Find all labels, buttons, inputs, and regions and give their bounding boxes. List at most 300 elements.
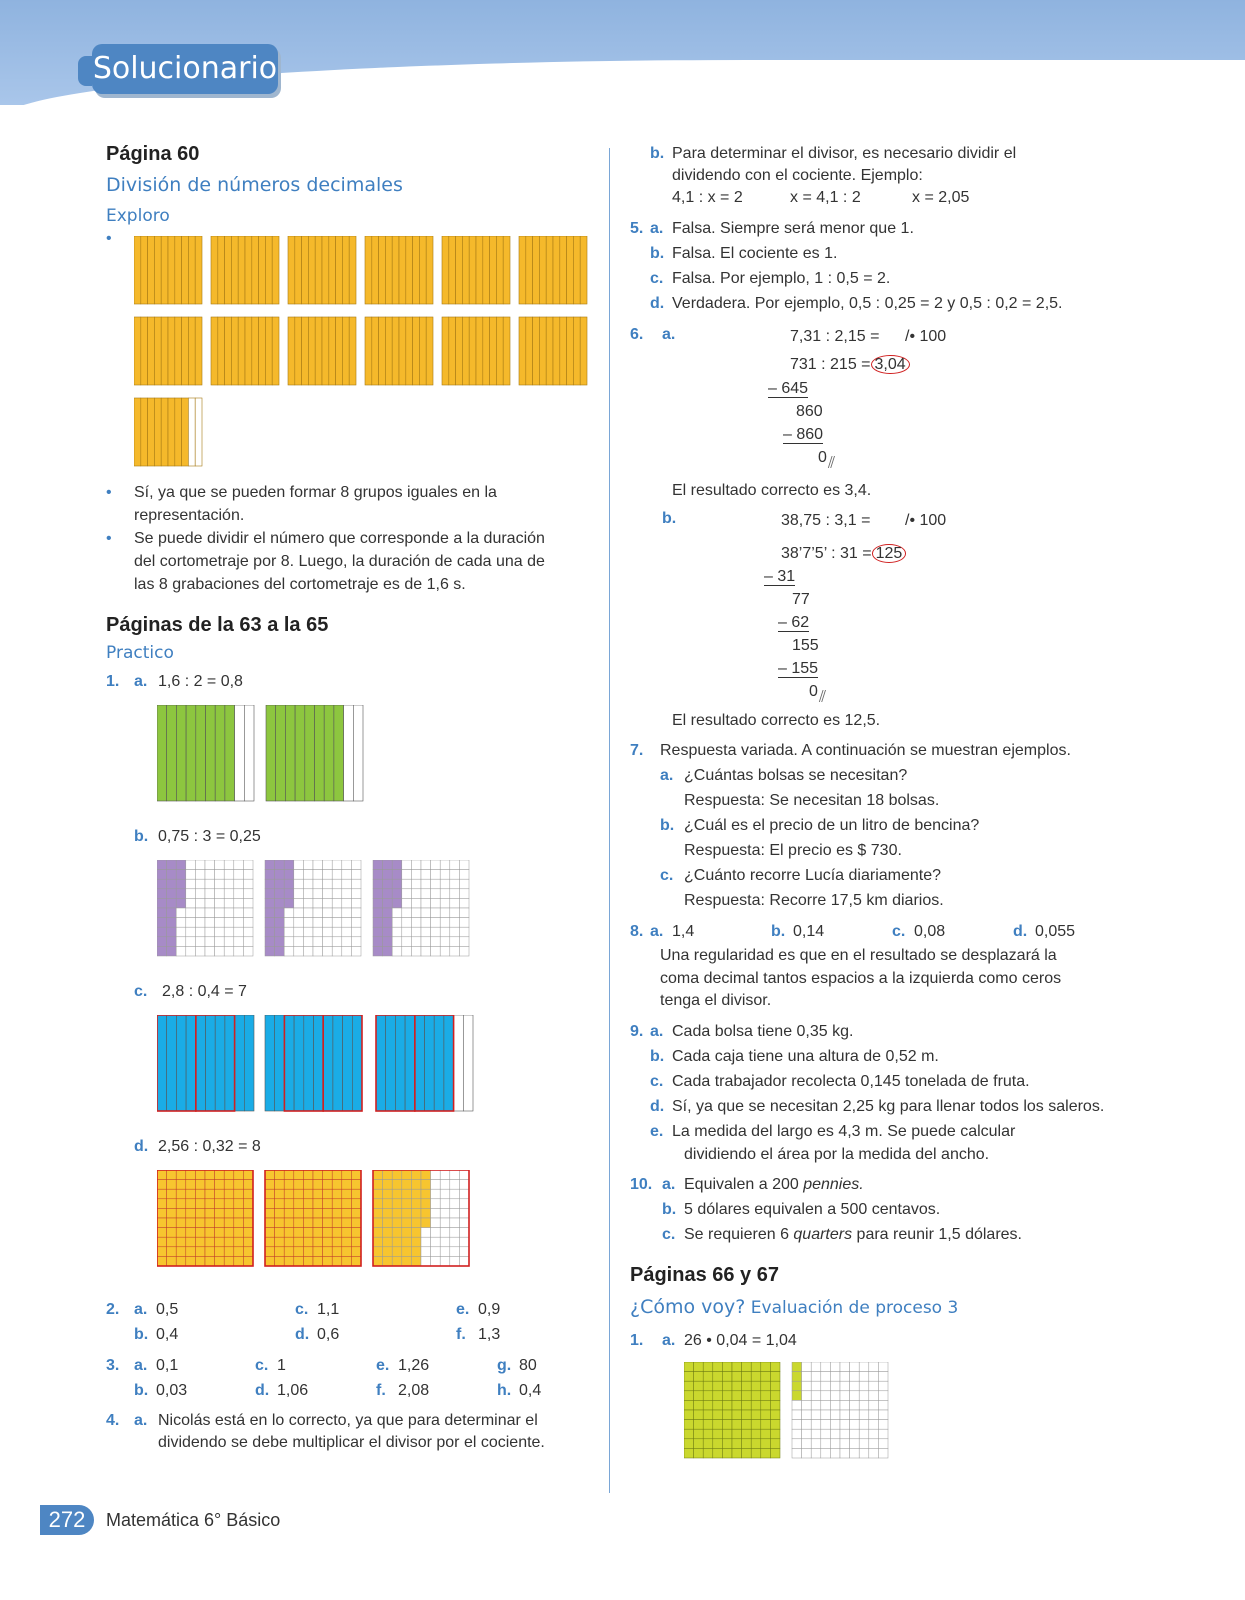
hundredth-cell xyxy=(373,860,383,870)
hundredth-cell xyxy=(373,927,383,937)
hundredth-cell xyxy=(313,908,323,918)
hundredth-cell xyxy=(770,1400,780,1410)
hundredth-cell xyxy=(195,918,205,928)
hundredth-cell xyxy=(215,908,225,918)
hundredth-cell xyxy=(840,1391,850,1401)
hundredth-cell xyxy=(275,889,285,899)
hundredth-cell xyxy=(303,860,313,870)
hundredth-cell xyxy=(802,1448,812,1458)
q-letter: a. xyxy=(134,1301,148,1318)
hundredth-cell xyxy=(332,946,342,956)
hundredth-cell xyxy=(792,1439,802,1449)
hundredth-cell xyxy=(303,1256,313,1266)
hundredth-cell xyxy=(411,898,421,908)
tenth-strip xyxy=(342,236,349,304)
hundredth-cell xyxy=(157,1247,167,1257)
hundredth-cell xyxy=(224,1208,234,1218)
hundredth-cell xyxy=(878,1420,888,1430)
tenth-strip xyxy=(176,705,186,801)
q-number: 8. xyxy=(630,923,644,940)
hundredth-cell xyxy=(450,879,460,889)
hundredth-cell xyxy=(195,1189,205,1199)
hundredth-cell xyxy=(342,860,352,870)
tenth-strip xyxy=(449,236,456,304)
hundredth-cell xyxy=(323,870,333,880)
explore-answer-line: del cortometraje por 8. Luego, la duración de cada una de xyxy=(134,553,545,570)
tenth-strip xyxy=(352,1015,362,1111)
hundredth-cell xyxy=(802,1439,812,1449)
hundredth-cell xyxy=(869,1420,879,1430)
hundredth-cell xyxy=(770,1372,780,1382)
hundredth-cell xyxy=(215,879,225,889)
hundredth-cell xyxy=(294,1256,304,1266)
hundredth-cell xyxy=(275,1199,285,1209)
hundredth-cell xyxy=(234,1199,244,1209)
q2-answer: 0,9 xyxy=(478,1301,501,1318)
hundredth-cell xyxy=(373,918,383,928)
tenth-strip xyxy=(148,236,155,304)
tenth-strip xyxy=(329,317,336,385)
hundredth-cell xyxy=(440,1247,450,1257)
hundredth-cell xyxy=(411,1218,421,1228)
hundredth-cell xyxy=(440,889,450,899)
hundredth-cell xyxy=(313,1208,323,1218)
tenth-strip xyxy=(211,317,218,385)
hundredth-cell xyxy=(215,946,225,956)
hundredth-cell xyxy=(722,1429,732,1439)
q-number: 3. xyxy=(106,1357,120,1374)
hundredth-cell xyxy=(176,1218,186,1228)
hundredth-cell xyxy=(234,918,244,928)
hundredth-cell xyxy=(234,937,244,947)
tenth-strip xyxy=(215,705,225,801)
hundredth-cell xyxy=(284,1170,294,1180)
q-letter: f. xyxy=(456,1326,466,1343)
q-letter: c. xyxy=(134,983,148,1000)
hundredth-cell xyxy=(459,1189,469,1199)
q8-line: tenga el divisor. xyxy=(660,992,772,1009)
hundredth-cell xyxy=(713,1400,723,1410)
hundredth-cell xyxy=(751,1362,761,1372)
tenth-strip xyxy=(379,236,386,304)
hundredth-cell xyxy=(323,1170,333,1180)
hundredth-cell xyxy=(323,937,333,947)
hundredth-cell xyxy=(411,860,421,870)
hundredth-cell xyxy=(830,1448,840,1458)
hundredth-cell xyxy=(215,1189,225,1199)
hundredth-cell xyxy=(186,918,196,928)
hundredth-cell xyxy=(431,1170,441,1180)
hundredth-cell xyxy=(830,1391,840,1401)
tenth-strip xyxy=(188,317,195,385)
hundredth-cell xyxy=(421,918,431,928)
hundredth-cell xyxy=(459,1180,469,1190)
hundredth-cell xyxy=(323,908,333,918)
hundredth-cell xyxy=(713,1372,723,1382)
hundredth-cell xyxy=(383,1170,393,1180)
hundredth-cell xyxy=(205,1189,215,1199)
hundredth-cell xyxy=(323,927,333,937)
q9e-line: dividiendo el área por la medida del ancho. xyxy=(684,1146,990,1163)
hundredth-cell xyxy=(234,860,244,870)
hundredth-cell xyxy=(294,918,304,928)
hundredth-cell xyxy=(840,1410,850,1420)
hundredth-cell xyxy=(215,870,225,880)
hundredth-cell xyxy=(392,1170,402,1180)
q-number: 5. xyxy=(630,220,644,237)
tenth-strip xyxy=(490,317,497,385)
explore-answer-line: Sí, ya que se pueden formar 8 grupos iguales en la xyxy=(134,484,497,501)
tenth-strip xyxy=(314,1015,324,1111)
hundredth-cell xyxy=(332,1208,342,1218)
hundredth-cell xyxy=(421,879,431,889)
hundredth-cell xyxy=(342,898,352,908)
hundredth-cell xyxy=(176,1189,186,1199)
hundredth-cell xyxy=(224,1218,234,1228)
hundredth-cell xyxy=(742,1410,752,1420)
hundredth-cell xyxy=(402,918,412,928)
hundredth-cell xyxy=(265,927,275,937)
hundredth-cell xyxy=(402,1189,412,1199)
hundredth-cell xyxy=(850,1391,860,1401)
hundredth-cell xyxy=(450,1247,460,1257)
q2-answer: 0,5 xyxy=(156,1301,179,1318)
hundredth-cell xyxy=(431,870,441,880)
hundredth-cell xyxy=(294,879,304,889)
hundredth-cell xyxy=(195,879,205,889)
hundredth-cell xyxy=(243,927,253,937)
hundredth-cell xyxy=(792,1381,802,1391)
tenth-strip xyxy=(252,236,259,304)
hundredth-cell xyxy=(761,1448,771,1458)
tenth-strip xyxy=(344,705,354,801)
hundredth-cell xyxy=(157,860,167,870)
hundredth-cell xyxy=(792,1420,802,1430)
division-step: 0 xyxy=(809,683,818,700)
pages66-title: Páginas 66 y 67 xyxy=(630,1264,779,1286)
hundredth-cell xyxy=(205,1237,215,1247)
hundredth-cell xyxy=(869,1391,879,1401)
tenth-strip xyxy=(526,236,533,304)
hundredth-cell xyxy=(440,879,450,889)
hundredth-cell xyxy=(840,1400,850,1410)
hundredth-cell xyxy=(243,1237,253,1247)
hundredth-cell xyxy=(411,1170,421,1180)
hundredth-cell xyxy=(332,937,342,947)
tenth-strip xyxy=(580,317,587,385)
hundredth-cell xyxy=(284,1228,294,1238)
hundredth-cell xyxy=(713,1410,723,1420)
q-number: 4. xyxy=(106,1412,120,1429)
hundredth-cell xyxy=(373,1199,383,1209)
q3-answer: 1,06 xyxy=(277,1382,309,1399)
hundredth-cell xyxy=(195,1208,205,1218)
hundredth-cell xyxy=(303,1199,313,1209)
hundredth-cell xyxy=(234,870,244,880)
q-letter: a. xyxy=(650,1023,664,1040)
hundredth-cell xyxy=(383,870,393,880)
hundredth-cell xyxy=(450,908,460,918)
hundredth-cell xyxy=(313,1218,323,1228)
hundredth-cell xyxy=(243,1228,253,1238)
hundredth-cell xyxy=(186,889,196,899)
hundredth-cell xyxy=(770,1362,780,1372)
hundredth-cell xyxy=(411,1228,421,1238)
hundredth-cell xyxy=(167,1228,177,1238)
tenth-strip xyxy=(425,1015,435,1111)
tenth-strip xyxy=(175,398,182,466)
tenth-strip xyxy=(259,236,266,304)
hundredth-cell xyxy=(313,927,323,937)
hundredth-cell xyxy=(186,1199,196,1209)
hundredth-cell xyxy=(176,937,186,947)
hundredth-cell xyxy=(342,908,352,918)
hundredth-cell xyxy=(284,946,294,956)
hundredth-cell xyxy=(840,1362,850,1372)
hundredth-cell xyxy=(421,1208,431,1218)
hundredth-cell xyxy=(351,1256,361,1266)
hundredth-cell xyxy=(195,946,205,956)
hundredth-cell xyxy=(186,1170,196,1180)
tenth-strip xyxy=(141,398,148,466)
hundredth-cell xyxy=(859,1410,869,1420)
hundredth-cell xyxy=(157,908,167,918)
hundredth-cell xyxy=(770,1381,780,1391)
tenth-strip xyxy=(329,236,336,304)
hundredth-cell xyxy=(303,1189,313,1199)
hundredth-cell xyxy=(440,1228,450,1238)
hundredth-cell xyxy=(732,1391,742,1401)
hundredth-cell xyxy=(205,1180,215,1190)
hundredth-cell xyxy=(265,879,275,889)
q10c-text: Se requieren 6 quarters para reunir 1,5 dólares. xyxy=(684,1226,1022,1243)
hundredth-cell xyxy=(167,1237,177,1247)
hundredth-cell xyxy=(840,1381,850,1391)
hundredth-cell xyxy=(351,1189,361,1199)
hundredth-cell xyxy=(224,879,234,889)
hundredth-cell xyxy=(265,1228,275,1238)
page-number: 272 xyxy=(40,1505,94,1535)
hundredth-cell xyxy=(323,898,333,908)
hundredth-cell xyxy=(294,1247,304,1257)
hundredth-cell xyxy=(869,1410,879,1420)
tenth-strip xyxy=(392,317,399,385)
tenth-strip xyxy=(372,236,379,304)
hundredth-cell xyxy=(284,870,294,880)
q-letter: a. xyxy=(660,767,674,784)
hundredth-cell xyxy=(313,918,323,928)
hundredth-cell xyxy=(440,1237,450,1247)
hundredth-cell xyxy=(342,1256,352,1266)
q3-answer: 0,1 xyxy=(156,1357,179,1374)
q-letter: f. xyxy=(376,1382,386,1399)
hundredth-cell xyxy=(284,1247,294,1257)
tenth-strip xyxy=(503,236,510,304)
hundredth-cell xyxy=(411,870,421,880)
tenth-strip xyxy=(161,317,168,385)
tenth-strip xyxy=(353,705,363,801)
hundredth-cell xyxy=(411,918,421,928)
hundredth-cell xyxy=(332,898,342,908)
tenth-strip xyxy=(225,236,232,304)
hundredth-cell xyxy=(421,908,431,918)
hundredth-cell xyxy=(450,1256,460,1266)
tenth-strip xyxy=(419,236,426,304)
hundredth-cell xyxy=(811,1391,821,1401)
hundredth-cell xyxy=(722,1381,732,1391)
hundredth-cell xyxy=(373,1180,383,1190)
tenth-strip xyxy=(211,236,218,304)
q-letter: b. xyxy=(662,1201,677,1218)
hundredth-cell xyxy=(215,889,225,899)
tenth-strip xyxy=(567,236,574,304)
tenth-strip xyxy=(175,317,182,385)
hundredth-cell xyxy=(392,860,402,870)
hundredth-cell xyxy=(431,1189,441,1199)
hundredth-cell xyxy=(383,1208,393,1218)
hundredth-cell xyxy=(411,927,421,937)
tenth-strip xyxy=(426,317,433,385)
q-letter: b. xyxy=(650,1048,665,1065)
hundredth-cell xyxy=(732,1448,742,1458)
hundredth-cell xyxy=(265,1247,275,1257)
hundredth-cell xyxy=(431,927,441,937)
hundredth-cell xyxy=(392,1256,402,1266)
hundredth-cell xyxy=(313,1170,323,1180)
hundredth-cell xyxy=(215,1247,225,1257)
tenth-strip xyxy=(454,1015,464,1111)
hundredth-cell xyxy=(431,946,441,956)
hundredth-cell xyxy=(431,1256,441,1266)
hundredth-cell xyxy=(840,1420,850,1430)
hundredth-cell xyxy=(684,1391,694,1401)
hundredth-cell xyxy=(850,1372,860,1382)
hundredth-cell xyxy=(186,1208,196,1218)
hundredth-cell xyxy=(275,1256,285,1266)
hundredth-cell xyxy=(402,879,412,889)
hundredth-cell xyxy=(303,870,313,880)
hundredth-cell xyxy=(265,1189,275,1199)
hundredth-cell xyxy=(294,1218,304,1228)
hundredth-cell xyxy=(167,927,177,937)
hundredth-cell xyxy=(411,1189,421,1199)
tenth-strip xyxy=(496,317,503,385)
hundredth-cell xyxy=(859,1420,869,1430)
hundredth-cell xyxy=(157,1180,167,1190)
hundredth-cell xyxy=(332,1228,342,1238)
hundredth-cell xyxy=(167,889,177,899)
hundredth-cell xyxy=(224,1180,234,1190)
practice-label: Practico xyxy=(106,643,174,663)
q-letter: d. xyxy=(134,1138,149,1155)
hundredth-cell xyxy=(332,1180,342,1190)
hundredth-cell xyxy=(821,1381,831,1391)
q8-answer: 0,08 xyxy=(914,923,946,940)
hundredth-cell xyxy=(694,1372,704,1382)
tenth-strip xyxy=(349,236,356,304)
tenth-strip xyxy=(175,236,182,304)
hundredth-cell xyxy=(373,1247,383,1257)
hundredth-cell xyxy=(421,1189,431,1199)
q-letter: d. xyxy=(295,1326,310,1343)
hundredth-cell xyxy=(205,918,215,928)
hundredth-cell xyxy=(713,1420,723,1430)
hundredth-cell xyxy=(186,1218,196,1228)
hundredth-cell xyxy=(224,908,234,918)
tenth-strip xyxy=(244,1015,254,1111)
tenth-strip xyxy=(349,317,356,385)
hundredth-cell xyxy=(761,1420,771,1430)
hundredth-cell xyxy=(342,927,352,937)
hundredth-cell xyxy=(186,879,196,889)
hundredth-cell xyxy=(186,898,196,908)
hundredth-cell xyxy=(830,1400,840,1410)
hundredth-cell xyxy=(770,1410,780,1420)
hundredth-cell xyxy=(431,1247,441,1257)
hundredth-cell xyxy=(459,937,469,947)
hundredth-cell xyxy=(684,1381,694,1391)
hundredth-cell xyxy=(342,870,352,880)
hundredth-cell xyxy=(157,1218,167,1228)
tenth-strip xyxy=(546,317,553,385)
hundredth-cell xyxy=(332,1199,342,1209)
division-line: 731 : 215 = 3,04 xyxy=(790,356,910,374)
q-letter: g. xyxy=(497,1357,512,1374)
hundredth-cell xyxy=(284,937,294,947)
hundredth-cell xyxy=(224,1228,234,1238)
q5-answer: Falsa. El cociente es 1. xyxy=(672,245,838,262)
hundredth-cell xyxy=(392,927,402,937)
hundredth-cell xyxy=(176,870,186,880)
hundredth-cell xyxy=(205,1199,215,1209)
hundredth-cell xyxy=(383,908,393,918)
hundredth-cell xyxy=(450,1237,460,1247)
hundredth-cell xyxy=(431,1237,441,1247)
hundredth-cell xyxy=(802,1410,812,1420)
hundredth-cell xyxy=(440,1199,450,1209)
hundredth-cell xyxy=(243,889,253,899)
tenth-strip xyxy=(154,236,161,304)
q9-answer: Cada bolsa tiene 0,35 kg. xyxy=(672,1023,854,1040)
hundredth-cell xyxy=(850,1362,860,1372)
hundredth-cell xyxy=(342,1218,352,1228)
hundredth-cell xyxy=(275,898,285,908)
hundredth-cell xyxy=(751,1400,761,1410)
hundredth-cell xyxy=(167,1218,177,1228)
hundredth-cell xyxy=(234,946,244,956)
hundredth-cell xyxy=(234,1189,244,1199)
hundredth-cell xyxy=(323,1180,333,1190)
hundredth-cell xyxy=(243,918,253,928)
hundredth-cell xyxy=(713,1381,723,1391)
hundredth-cell xyxy=(830,1429,840,1439)
tenth-strip xyxy=(134,317,141,385)
hundredth-cell xyxy=(732,1429,742,1439)
tenth-strip xyxy=(288,236,295,304)
division-step: – 155 xyxy=(778,660,819,677)
hundredth-cell xyxy=(450,1218,460,1228)
hundredth-cell xyxy=(215,1237,225,1247)
hundredth-cell xyxy=(351,1237,361,1247)
hundredth-cell xyxy=(402,860,412,870)
hundredth-cell xyxy=(373,1256,383,1266)
hundredth-cell xyxy=(303,1247,313,1257)
hundredth-cell xyxy=(265,1199,275,1209)
q2-answer: 1,1 xyxy=(317,1301,340,1318)
hundredth-cell xyxy=(402,946,412,956)
tenth-strip xyxy=(157,1015,167,1111)
hundredth-cell xyxy=(694,1439,704,1449)
